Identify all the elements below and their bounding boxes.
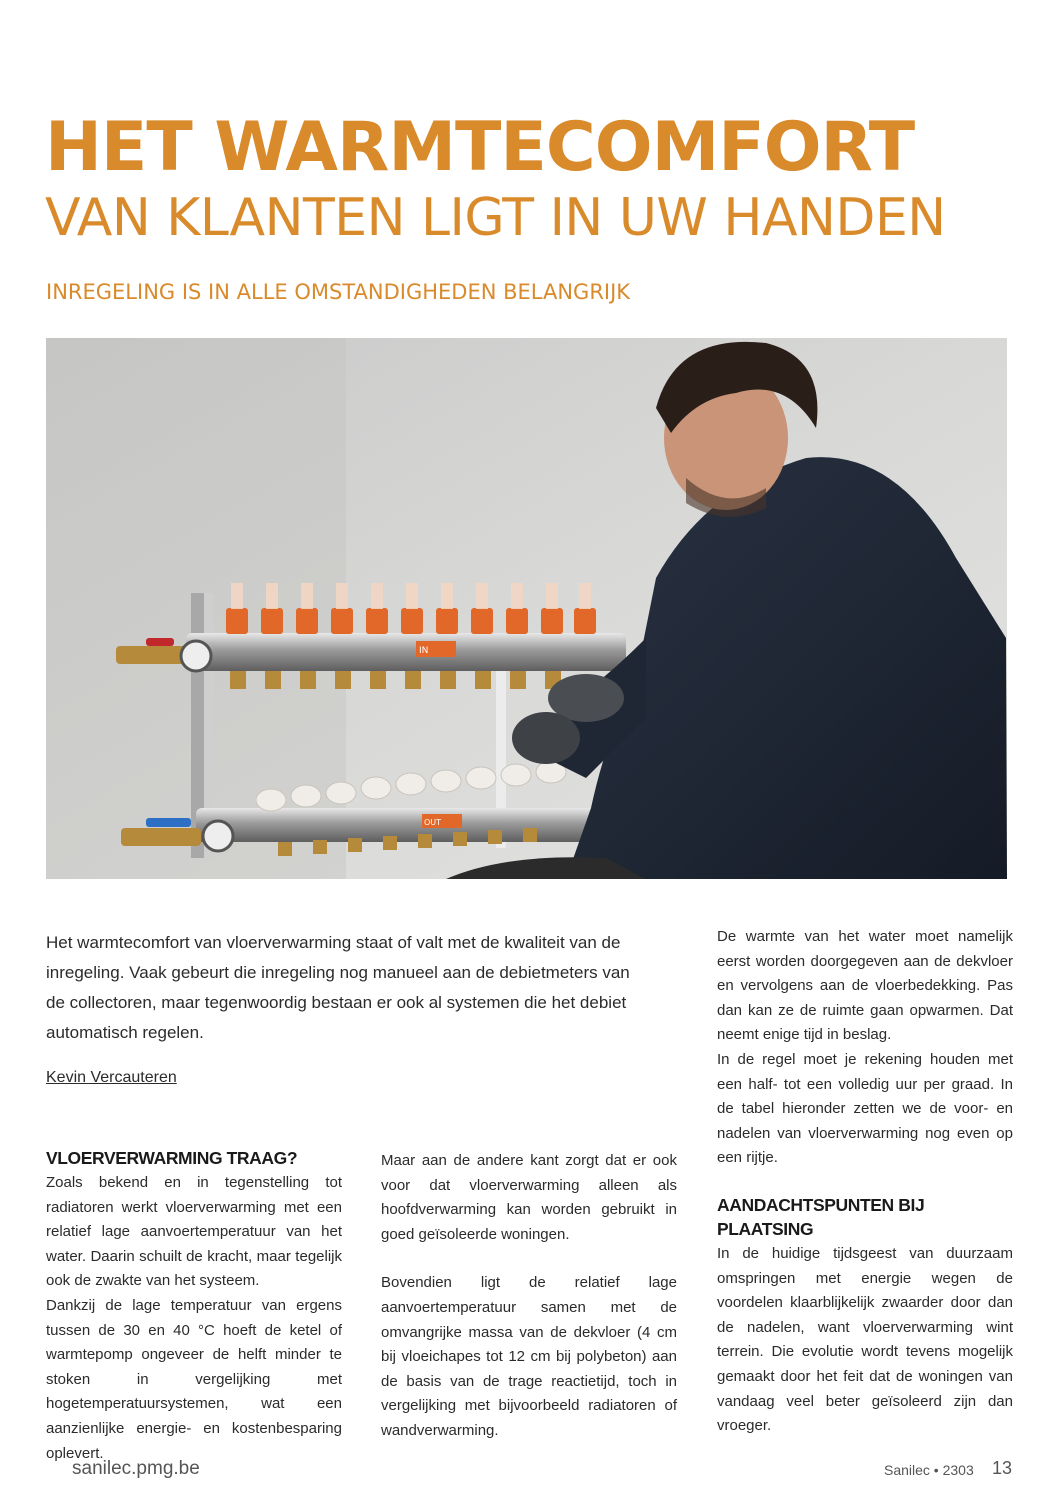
col1-paragraph-1: Zoals bekend en in tegenstelling tot radiatoren werkt vloerverwarming met een relatief lage aanvoertemperatuur van het water. Daarin schuilt de kracht, maar tegelijk ook de zwakte van het systeem. <box>46 1174 342 1290</box>
column-2 <box>381 1149 677 1444</box>
heading-aandachtspunten: AANDACHTSPUNTEN BIJ PLAATSING <box>717 1194 925 1239</box>
author-link[interactable]: Kevin Vercauteren <box>46 1069 177 1086</box>
title-line-1: HET WARMTECOMFORT <box>45 108 915 187</box>
col2-paragraph-2: Bovendien ligt de relatief lage aanvoertemperatuur samen met de omvangrijke massa van de dekvloer (4 cm bij vloeichapes tot 12 cm bij polybeton) aan de basis van de trage reactietijd, toch in vergelijking met bijvoorbeeld radiatoren of wandverwarming. <box>381 1274 677 1439</box>
subtitle: INREGELING IS IN ALLE OMSTANDIGHEDEN BELANGRIJK <box>46 280 631 304</box>
page-number: 13 <box>992 1458 1013 1478</box>
column-3 <box>717 925 1013 1439</box>
footer-issue: Sanilec • 2303 <box>884 1462 974 1478</box>
title-line-2: VAN KLANTEN LIGT IN UW HANDEN <box>45 188 946 248</box>
col3-paragraph-1: De warmte van het water moet namelijk eerst worden doorgegeven aan de dekvloer en vervolgens aan de vloerbedekking. Pas dan kan ze de ruimte gaan opwarmen. Dat neemt enige tijd in beslag. <box>717 928 1013 1044</box>
col3-paragraph-3: In de huidige tijdsgeest van duurzaam omspringen met energie wegen de voordelen klaarblijkelijk zwaarder door dan de nadelen, want vloerverwarming wint terrein. Die evolutie wordt tevens mogelijk gemaakt door het feit dat de woningen van vandaag veel beter geïsoleerd zijn dan vroeger. <box>717 1244 1013 1435</box>
intro-paragraph: Het warmtecomfort van vloerverwarming staat of valt met de kwaliteit van de inregeling. Vaak gebeurt die inregeling nog manueel aan de debietmeters van de collectoren, maar tegenwoordig bestaan er ook al systemen die het debiet automatisch regelen. <box>46 933 630 1042</box>
column-1 <box>46 1146 342 1466</box>
col3-paragraph-2: In de regel moet je rekening houden met een half- tot een volledig uur per graad. In de tabel hieronder zetten we de voor- en nadelen van vloerverwarming nog even op een rijtje. <box>717 1050 1013 1167</box>
article-photo <box>46 338 1007 879</box>
photo-technician-manifold-icon <box>46 338 1007 879</box>
col1-paragraph-2: Dankzij de lage temperatuur van ergens tussen de 30 en 40 °C hoeft de ketel of warmtepomp ongeveer de helft minder te stoken in vergelijking met hogetemperatuursystemen, wat een aanzienlijke energie- en kostenbesparing oplevert. <box>46 1296 342 1462</box>
heading-vloerverwarming-traag: VLOERVERWARMING TRAAG? <box>46 1148 298 1168</box>
manifold-label-in: IN <box>419 646 429 656</box>
footer-website[interactable]: sanilec.pmg.be <box>72 1458 200 1479</box>
col2-paragraph-1: Maar aan de andere kant zorgt dat er ook voor dat vloerverwarming alleen als hoofdverwarming kan worden gebruikt in goed geïsoleerde woningen. <box>381 1152 677 1243</box>
manifold-label-out: OUT <box>424 818 442 827</box>
